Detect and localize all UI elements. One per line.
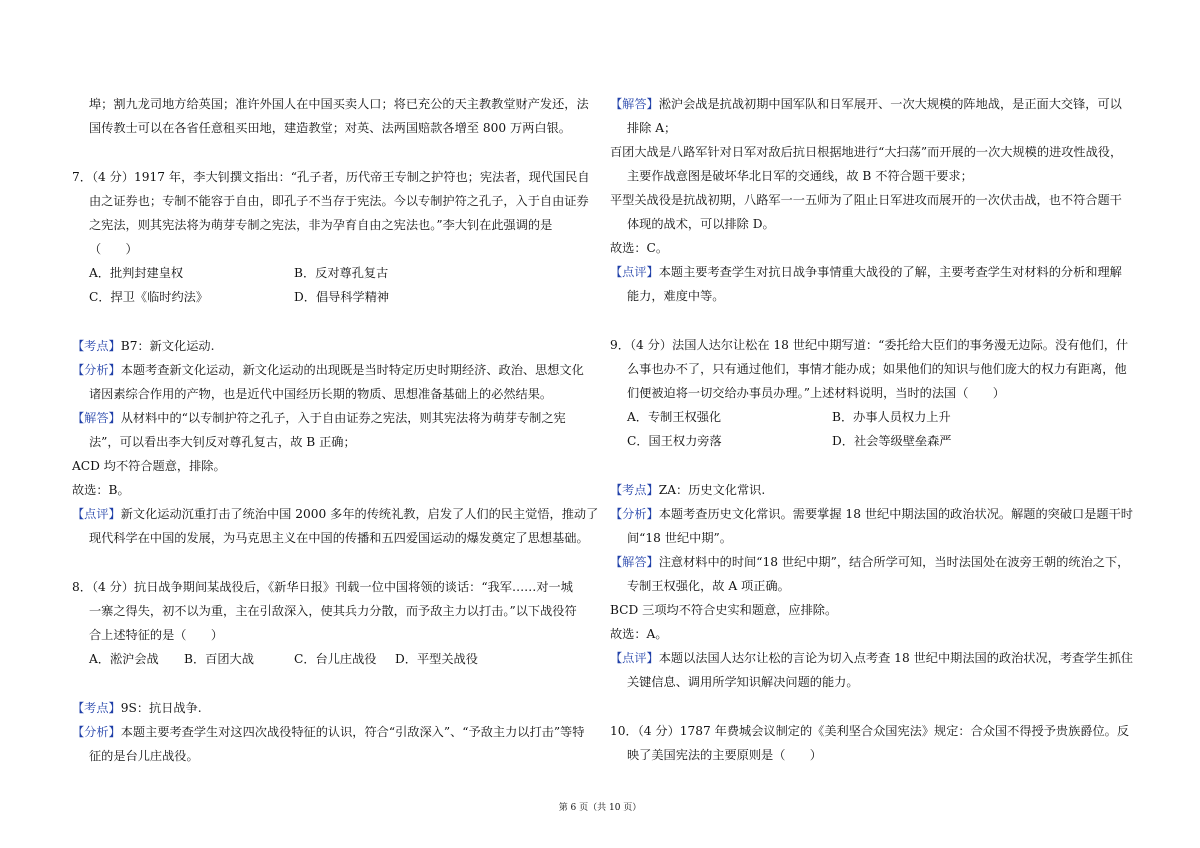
text-line <box>72 579 573 595</box>
section-tag: 【分析】 <box>72 363 121 377</box>
section-tag: 【解答】 <box>610 97 659 111</box>
line-text: ZA：历史文化常识. <box>658 483 766 497</box>
text-line <box>294 289 389 305</box>
text-line <box>89 289 208 305</box>
section-tag: 【考点】 <box>72 339 121 353</box>
text-line <box>627 216 775 232</box>
line-text: 么事也办不了，只有通过他们，事情才能办成；如果他们的知识与他们庞大的权力有距离，他 <box>627 362 1127 376</box>
line-text: 9．（4 分）法国人达尔让松在 18 世纪中期写道：“委托给大臣们的事务漫无边际。没有他们，什 <box>610 338 1129 352</box>
line-text: 主要作战意图是破坏华北日军的交通线，故 B 不符合题干要求； <box>627 169 973 183</box>
line-text: 本题考查历史文化常识。需要掌握 18 世纪中期法国的政治状况。解题的突破口是题干时 <box>658 507 1133 521</box>
section-tag: 【解答】 <box>610 555 659 569</box>
line-text: 征的是台儿庄战役。 <box>89 749 199 763</box>
text-line <box>627 674 859 690</box>
line-text: 诸因素综合作用的产物，也是近代中国经历长期的物质、思想准备基础上的必然结果。 <box>89 387 553 401</box>
line-text: 新文化运动沉重打击了统治中国 2000 多年的传统礼教，启发了人们的民主觉悟，推动了 <box>120 507 599 521</box>
line-text: 埠；割九龙司地方给英国；准许外国人在中国买卖人口；将已充公的天主教教堂财产发还，法 <box>89 97 589 111</box>
line-text: 法”，可以看出李大钊反对尊孔复古，故 B 正确； <box>89 435 356 449</box>
text-line <box>627 578 790 594</box>
line-text: ACD 均不符合题意，排除。 <box>72 459 226 473</box>
section-tag: 【点评】 <box>610 265 659 279</box>
text-line <box>89 627 223 643</box>
line-text: 9S：抗日战争. <box>120 701 202 715</box>
line-text: D．平型关战役 <box>395 652 478 666</box>
text-line <box>89 651 159 667</box>
line-text: 们便被迫将一切交给办事员办理。”上述材料说明，当时的法国（ ） <box>627 386 1005 400</box>
line-text: 能力，难度中等。 <box>627 289 725 303</box>
text-line <box>832 433 951 449</box>
text-line <box>89 265 183 281</box>
line-text: D．社会等级壁垒森严 <box>832 434 952 448</box>
text-line <box>627 530 732 546</box>
line-text: 平型关战役是抗战初期，八路军一一五师为了阻止日军进攻而展开的一次伏击战，也不符合题干 <box>610 193 1122 207</box>
line-text: 本题以法国人达尔让松的言论为切入点考查 18 世纪中期法国的政治状况，考查学生抓住 <box>658 651 1133 665</box>
line-text: 从材料中的“以专制护符之孔子，入于自由证券之宪法，则其宪法将为萌芽专制之宪 <box>120 411 566 425</box>
text-line <box>610 337 1128 353</box>
text-line <box>89 217 552 233</box>
text-line <box>89 748 199 764</box>
text-line <box>89 530 589 546</box>
line-text: 故选：A。 <box>610 627 668 641</box>
line-text: 关键信息、调用所学知识解决问题的能力。 <box>627 675 859 689</box>
text-line <box>89 603 577 619</box>
line-text: 映了美国宪法的主要原则是（ ） <box>627 748 822 762</box>
text-line <box>627 168 973 184</box>
line-text: A．专制王权强化 <box>627 410 722 424</box>
text-line <box>72 362 584 378</box>
line-text: 本题考查新文化运动，新文化运动的出现既是当时特定历史时期经济、政治、思想文化 <box>120 363 584 377</box>
line-text: 一寨之得失，初不以为重，主在引敌深入，使其兵力分散，而予敌主力以打击。”以下战役符 <box>89 604 577 618</box>
line-text: 故选：B。 <box>72 483 130 497</box>
line-text: 间“18 世纪中期”。 <box>627 531 732 545</box>
text-line <box>89 96 589 112</box>
section-tag: 【点评】 <box>72 507 121 521</box>
line-text: C．捍卫《临时约法》 <box>89 290 209 304</box>
text-line <box>610 192 1122 208</box>
text-line <box>610 264 1122 280</box>
text-line <box>610 554 1129 570</box>
line-text: B．百团大战 <box>184 652 254 666</box>
section-tag: 【考点】 <box>610 483 659 497</box>
section-tag: 【分析】 <box>72 725 121 739</box>
text-line <box>72 338 214 354</box>
text-line <box>72 458 226 474</box>
line-text: 国传教士可以在各省任意租买田地，建造教堂；对英、法两国赔款各增至 800 万两白银。 <box>89 121 571 135</box>
line-text: A．批判封建皇权 <box>89 266 184 280</box>
text-line <box>627 409 721 425</box>
text-line <box>89 120 571 136</box>
line-text: 之宪法，则其宪法将为萌芽专制之宪法，非为孕育自由之宪法也。”李大钊在此强调的是 <box>89 218 553 232</box>
text-line <box>832 409 951 425</box>
text-line <box>610 144 1122 160</box>
text-line <box>72 506 598 522</box>
text-line <box>610 602 837 618</box>
text-line <box>89 241 138 257</box>
line-text: BCD 三项均不符合史实和题意，应排除。 <box>610 603 838 617</box>
line-text: D．倡导科学精神 <box>294 290 390 304</box>
line-text: C．国王权力旁落 <box>627 434 722 448</box>
line-text: 合上述特征的是（ ） <box>89 628 224 642</box>
line-text: 本题主要考查学生对这四次战役特征的认识，符合“引敌深入”、“予敌主力以打击”等特 <box>120 725 585 739</box>
text-line <box>72 724 584 740</box>
text-line <box>610 626 668 642</box>
text-line <box>627 747 822 763</box>
text-line <box>89 386 552 402</box>
text-line <box>610 240 668 256</box>
line-text: （ ） <box>89 242 138 256</box>
section-tag: 【分析】 <box>610 507 659 521</box>
line-text: 体现的战术，可以排除 D。 <box>627 217 775 231</box>
page-footer: 第 6 页（共 10 页） <box>558 803 642 813</box>
text-line <box>89 434 356 450</box>
text-line <box>627 361 1127 377</box>
text-line <box>72 169 590 185</box>
text-line <box>627 120 676 136</box>
line-text: 注意材料中的时间“18 世纪中期”，结合所学可知，当时法国处在波旁王朝的统治之下， <box>658 555 1130 569</box>
line-text: 淞沪会战是抗战初期中国军队和日军展开、一次大规模的阵地战，是正面大交锋，可以 <box>658 97 1122 111</box>
line-text: B7：新文化运动. <box>120 339 215 353</box>
text-line <box>395 651 478 667</box>
text-line <box>610 650 1133 666</box>
line-text: 专制王权强化，故 A 项正确。 <box>627 579 790 593</box>
line-text: 百团大战是八路军针对日军对敌后抗日根据地进行“大扫荡”而开展的一次大规模的进攻性战役， <box>610 145 1123 159</box>
text-line <box>294 651 376 667</box>
line-text: 7．（4 分）1917 年，李大钊撰文指出：“孔子者，历代帝王专制之护符也；宪法者，现代国民自 <box>72 170 590 184</box>
line-text: 现代科学在中国的发展，为马克思主义在中国的传播和五四爱国运动的爆发奠定了思想基础。 <box>89 531 589 545</box>
line-text: C．台儿庄战役 <box>294 652 377 666</box>
text-line <box>184 651 254 667</box>
section-tag: 【点评】 <box>610 651 659 665</box>
text-line <box>89 193 589 209</box>
text-line <box>627 433 722 449</box>
text-line <box>610 96 1122 112</box>
line-text: 故选：C。 <box>610 241 669 255</box>
text-line <box>294 265 388 281</box>
text-line <box>610 482 765 498</box>
text-line <box>72 410 566 426</box>
line-text: B．办事人员权力上升 <box>832 410 951 424</box>
section-tag: 【解答】 <box>72 411 121 425</box>
text-line <box>627 288 725 304</box>
text-line <box>72 482 130 498</box>
line-text: 8．（4 分）抗日战争期间某战役后，《新华日报》刊载一位中国将领的谈话：“我军……对一城 <box>72 580 573 594</box>
line-text: 10．（4 分）1787 年费城会议制定的《美利坚合众国宪法》规定：合众国不得授予贵族爵位。反 <box>610 724 1130 738</box>
text-line <box>610 506 1133 522</box>
line-text: A．淞沪会战 <box>89 652 159 666</box>
text-line <box>627 385 1005 401</box>
line-text: B．反对尊孔复古 <box>294 266 389 280</box>
text-line <box>72 700 202 716</box>
text-line <box>610 723 1129 739</box>
section-tag: 【考点】 <box>72 701 121 715</box>
line-text: 由之证券也；专制不能容于自由，即孔子不当存于宪法。今以专制护符之孔子，入于自由证券 <box>89 194 589 208</box>
line-text: 排除 A； <box>627 121 677 135</box>
line-text: 本题主要考查学生对抗日战争事情重大战役的了解，主要考查学生对材料的分析和理解 <box>658 265 1122 279</box>
